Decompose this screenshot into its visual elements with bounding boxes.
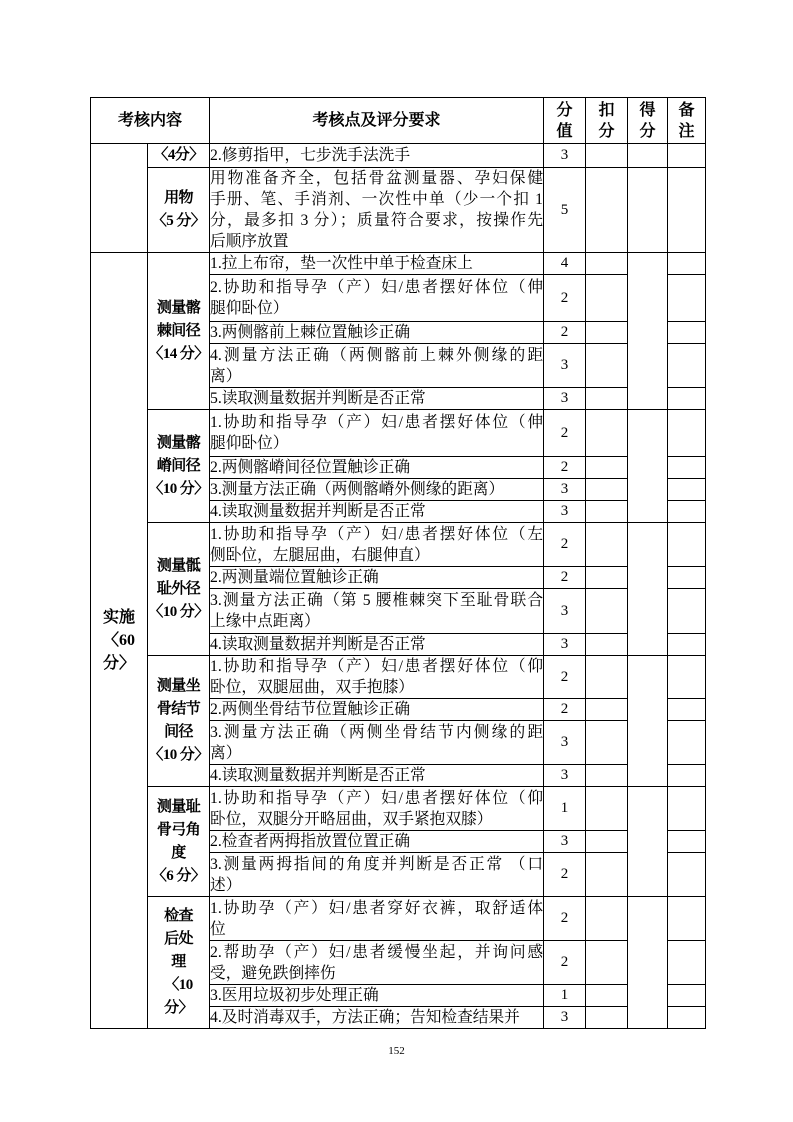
header-content: 考核内容 bbox=[91, 98, 210, 144]
header-deduct bbox=[586, 98, 628, 144]
remark-cell bbox=[668, 765, 706, 787]
table-row bbox=[91, 787, 706, 831]
page-number: 152 bbox=[388, 1045, 405, 1057]
group-name-line: 分〉 bbox=[164, 1000, 193, 1016]
group-name-line: 〈10 bbox=[164, 977, 193, 993]
deduct-cell bbox=[586, 501, 628, 523]
remark-cell bbox=[668, 567, 706, 589]
category-label-line: 实施 bbox=[102, 609, 135, 626]
item-score-value: 2 bbox=[544, 699, 586, 721]
item-requirement-cell bbox=[210, 410, 544, 457]
category-label-line: 〈60 bbox=[102, 632, 135, 649]
item-requirement-cell bbox=[210, 275, 544, 322]
item-score-value: 3 bbox=[544, 721, 586, 765]
item-requirement-cell bbox=[210, 457, 544, 479]
deduct-cell bbox=[586, 457, 628, 479]
item-requirement-cell bbox=[210, 388, 544, 410]
item-requirement-line: 述） bbox=[210, 876, 242, 894]
deduct-cell bbox=[586, 985, 628, 1007]
deduct-cell bbox=[586, 656, 628, 699]
item-requirement-line: 2.两侧坐骨结节位置触诊正确 bbox=[210, 701, 411, 718]
group-name-line: 后处 bbox=[164, 931, 193, 947]
table-row bbox=[91, 144, 706, 168]
deduct-cell bbox=[586, 344, 628, 388]
item-score-value: 3 bbox=[544, 501, 586, 523]
item-requirement-line: 2.两测量端位置触诊正确 bbox=[210, 569, 379, 586]
item-score-value: 2 bbox=[544, 457, 586, 479]
item-score-value: 3 bbox=[544, 144, 586, 168]
group-name-line: 骨结节 bbox=[156, 701, 201, 717]
group-name-line: 间径 bbox=[164, 724, 193, 740]
group-name-line: 〈6 分〉 bbox=[151, 867, 206, 884]
item-requirement-line: 3.测量两拇指间的角度并判断是否正常 （口 bbox=[210, 855, 544, 873]
item-score-value: 1 bbox=[544, 787, 586, 831]
table-header-row bbox=[91, 98, 706, 144]
item-requirement-line: 1.协助和指导孕（产）妇/患者摆好体位（左 bbox=[210, 525, 544, 543]
deduct-cell bbox=[586, 388, 628, 410]
group-name-line: 测量坐 bbox=[156, 678, 201, 694]
item-requirement-line: 4.测量方法正确（两侧髂前上棘外侧缘的距 bbox=[210, 346, 544, 364]
deduct-cell bbox=[586, 897, 628, 941]
item-requirement-cell bbox=[210, 634, 544, 656]
item-requirement-line: 受，避免跌倒摔伤 bbox=[210, 964, 336, 982]
item-requirement-cell bbox=[210, 1007, 544, 1029]
remark-cell bbox=[668, 457, 706, 479]
deduct-cell bbox=[586, 144, 628, 168]
remark-cell bbox=[668, 275, 706, 322]
header-earned-label: 得分 bbox=[639, 101, 656, 140]
item-score-value: 3 bbox=[544, 344, 586, 388]
item-requirement-cell bbox=[210, 831, 544, 853]
group-name-cell bbox=[148, 656, 210, 787]
item-requirement-line: 上缘中点距离） bbox=[210, 613, 320, 630]
item-requirement-cell bbox=[210, 479, 544, 501]
item-requirement-cell bbox=[210, 144, 544, 168]
header-remark bbox=[668, 98, 706, 144]
item-requirement-line: 后顺序放置 bbox=[210, 233, 289, 250]
remark-cell bbox=[668, 410, 706, 457]
item-requirement-line: 3.测量方法正确（两侧坐骨结节内侧缘的距 bbox=[210, 723, 544, 741]
table-row bbox=[91, 253, 706, 275]
group-name-line: 〈10 分〉 bbox=[148, 603, 209, 620]
group-name-cell bbox=[148, 523, 210, 656]
item-score-value: 2 bbox=[544, 656, 586, 699]
remark-cell bbox=[668, 1007, 706, 1029]
deduct-cell bbox=[586, 168, 628, 253]
remark-cell bbox=[668, 985, 706, 1007]
deduct-cell bbox=[586, 853, 628, 897]
group-name-line: 测量髂 bbox=[156, 434, 201, 451]
item-score-value: 2 bbox=[544, 322, 586, 344]
item-requirement-line: 4.读取测量数据并判断是否正常 bbox=[210, 503, 426, 520]
group-name-cell bbox=[148, 168, 210, 253]
earned-score-cell bbox=[628, 253, 668, 410]
item-requirement-line: 用物准备齐全，包括骨盆测量器、孕妇保健 bbox=[210, 170, 544, 187]
item-score-value: 3 bbox=[544, 1007, 586, 1029]
table-row bbox=[91, 410, 706, 457]
deduct-cell bbox=[586, 721, 628, 765]
group-name-line: 嵴间径 bbox=[156, 457, 201, 474]
item-requirement-cell bbox=[210, 656, 544, 699]
item-requirement-line: 侧卧位，左腿屈曲，右腿伸直） bbox=[210, 546, 430, 564]
remark-cell bbox=[668, 344, 706, 388]
group-name-cell bbox=[148, 410, 210, 523]
item-score-value: 2 bbox=[544, 567, 586, 589]
item-requirement-cell bbox=[210, 322, 544, 344]
item-requirement-cell bbox=[210, 253, 544, 275]
item-requirement-cell bbox=[210, 721, 544, 765]
table-row bbox=[91, 523, 706, 567]
item-requirement-line: 4.及时消毒双手，方法正确；告知检查结果并 bbox=[210, 1009, 520, 1026]
deduct-cell bbox=[586, 634, 628, 656]
item-score-value: 2 bbox=[544, 897, 586, 941]
item-score-value: 2 bbox=[544, 853, 586, 897]
item-score-value: 2 bbox=[544, 523, 586, 567]
earned-score-cell bbox=[628, 523, 668, 656]
item-requirement-line: 腿仰卧位） bbox=[210, 300, 289, 317]
remark-cell bbox=[668, 853, 706, 897]
item-score-value: 3 bbox=[544, 589, 586, 634]
item-requirement-cell bbox=[210, 853, 544, 897]
item-score-value: 2 bbox=[544, 941, 586, 985]
item-requirement-cell bbox=[210, 897, 544, 941]
header-earned bbox=[628, 98, 668, 144]
item-requirement-line: 2.帮助孕（产）妇/患者缓慢坐起，并询问感 bbox=[210, 943, 544, 961]
deduct-cell bbox=[586, 410, 628, 457]
deduct-cell bbox=[586, 589, 628, 634]
group-name-line: 〈14 分〉 bbox=[148, 345, 209, 362]
category-cell bbox=[91, 253, 148, 1029]
item-requirement-line: 腿仰卧位） bbox=[210, 435, 289, 452]
deduct-cell bbox=[586, 275, 628, 322]
group-name-line: 〈10 分〉 bbox=[148, 480, 209, 497]
remark-cell bbox=[668, 589, 706, 634]
item-requirement-line: 位 bbox=[210, 920, 226, 938]
group-name-cell bbox=[148, 897, 210, 1029]
deduct-cell bbox=[586, 765, 628, 787]
item-requirement-cell bbox=[210, 589, 544, 634]
item-requirement-cell bbox=[210, 501, 544, 523]
item-requirement-line: 3.测量方法正确（第 5 腰椎棘突下至耻骨联合 bbox=[210, 592, 544, 609]
item-requirement-line: 2.两侧髂嵴间径位置触诊正确 bbox=[210, 459, 411, 476]
item-requirement-line: 2.检查者两拇指放置位置正确 bbox=[210, 833, 411, 850]
item-score-value: 3 bbox=[544, 831, 586, 853]
deduct-cell bbox=[586, 1007, 628, 1029]
deduct-cell bbox=[586, 322, 628, 344]
deduct-cell bbox=[586, 699, 628, 721]
item-score-value: 5 bbox=[544, 168, 586, 253]
item-requirement-line: 3.医用垃圾初步处理正确 bbox=[210, 987, 379, 1004]
table-body bbox=[91, 144, 706, 1029]
group-name-cell bbox=[148, 144, 210, 168]
item-requirement-line: 卧位，双腿屈曲，双手抱膝） bbox=[210, 679, 414, 696]
item-requirement-cell bbox=[210, 523, 544, 567]
group-name-line: 〈5 分〉 bbox=[151, 213, 206, 229]
remark-cell bbox=[668, 322, 706, 344]
earned-score-cell bbox=[628, 787, 668, 897]
remark-cell bbox=[668, 168, 706, 253]
item-requirement-line: 离） bbox=[210, 744, 242, 762]
header-score bbox=[544, 98, 586, 144]
earned-score-cell bbox=[628, 410, 668, 523]
category-label-line: 分〉 bbox=[102, 655, 135, 672]
remark-cell bbox=[668, 501, 706, 523]
item-score-value: 3 bbox=[544, 479, 586, 501]
remark-cell bbox=[668, 656, 706, 699]
item-requirement-line: 1.协助和指导孕（产）妇/患者摆好体位（伸 bbox=[210, 414, 544, 431]
deduct-cell bbox=[586, 567, 628, 589]
remark-cell bbox=[668, 479, 706, 501]
deduct-cell bbox=[586, 831, 628, 853]
item-requirement-line: 1.协助和指导孕（产）妇/患者摆好体位（仰 bbox=[210, 789, 544, 807]
group-name-cell bbox=[148, 787, 210, 897]
item-requirement-cell bbox=[210, 787, 544, 831]
item-requirement-line: 1.协助和指导孕（产）妇/患者摆好体位（仰 bbox=[210, 658, 544, 675]
earned-score-cell bbox=[628, 656, 668, 787]
remark-cell bbox=[668, 897, 706, 941]
item-score-value: 3 bbox=[544, 634, 586, 656]
remark-cell bbox=[668, 831, 706, 853]
item-requirement-line: 1.拉上布帘，垫一次性中单于检查床上 bbox=[210, 255, 473, 272]
item-score-value: 4 bbox=[544, 253, 586, 275]
group-name-line: 〈4分〉 bbox=[153, 147, 204, 163]
item-score-value: 2 bbox=[544, 410, 586, 457]
group-name-line: 测量耻 bbox=[156, 798, 201, 815]
remark-cell bbox=[668, 699, 706, 721]
item-requirement-line: 2.协助和指导孕（产）妇/患者摆好体位（伸 bbox=[210, 279, 544, 296]
group-name-line: 骨弓角 bbox=[156, 821, 201, 838]
item-requirement-cell bbox=[210, 168, 544, 253]
item-requirement-line: 2.修剪指甲，七步洗手法洗手 bbox=[210, 147, 411, 164]
group-name-line: 用物 bbox=[164, 190, 193, 206]
remark-cell bbox=[668, 144, 706, 168]
header-score-label: 分值 bbox=[556, 101, 573, 140]
item-requirement-cell bbox=[210, 567, 544, 589]
item-requirement-line: 3.测量方法正确（两侧髂嵴外侧缘的距离） bbox=[210, 481, 505, 498]
item-score-value: 3 bbox=[544, 765, 586, 787]
group-name-line: 棘间径 bbox=[156, 322, 201, 339]
item-requirement-line: 1.协助孕（产）妇/患者穿好衣裤，取舒适体 bbox=[210, 899, 544, 917]
assessment-score-table bbox=[90, 97, 706, 1029]
header-points: 考核点及评分要求 bbox=[210, 98, 544, 144]
table-row bbox=[91, 656, 706, 699]
group-name-line: 理 bbox=[171, 954, 186, 970]
earned-score-cell bbox=[628, 144, 668, 168]
group-name-line: 耻外径 bbox=[156, 580, 201, 597]
earned-score-cell bbox=[628, 897, 668, 1029]
item-requirement-line: 5.读取测量数据并判断是否正常 bbox=[210, 390, 426, 407]
header-remark-label: 备注 bbox=[678, 101, 695, 140]
item-score-value: 2 bbox=[544, 275, 586, 322]
item-requirement-line: 卧位，双腿分开略屈曲，双手紧抱双膝） bbox=[210, 810, 493, 828]
table-row bbox=[91, 897, 706, 941]
item-requirement-line: 4.读取测量数据并判断是否正常 bbox=[210, 636, 426, 653]
deduct-cell bbox=[586, 479, 628, 501]
group-name-cell bbox=[148, 253, 210, 410]
group-name-line: 检查 bbox=[164, 908, 193, 924]
remark-cell bbox=[668, 634, 706, 656]
item-requirement-cell bbox=[210, 985, 544, 1007]
remark-cell bbox=[668, 523, 706, 567]
remark-cell bbox=[668, 721, 706, 765]
deduct-cell bbox=[586, 787, 628, 831]
deduct-cell bbox=[586, 941, 628, 985]
item-score-value: 1 bbox=[544, 985, 586, 1007]
item-requirement-line: 4.读取测量数据并判断是否正常 bbox=[210, 767, 426, 784]
earned-score-cell bbox=[628, 168, 668, 253]
group-name-line: 〈10 分〉 bbox=[148, 747, 209, 763]
remark-cell bbox=[668, 941, 706, 985]
header-deduct-label: 扣分 bbox=[598, 101, 615, 140]
group-name-line: 度 bbox=[171, 844, 186, 861]
category-cell bbox=[91, 144, 148, 253]
item-requirement-line: 手册、笔、手消剂、一次性中单（少一个扣 1 bbox=[210, 191, 544, 208]
remark-cell bbox=[668, 388, 706, 410]
item-requirement-line: 离） bbox=[210, 367, 242, 385]
deduct-cell bbox=[586, 523, 628, 567]
item-score-value: 3 bbox=[544, 388, 586, 410]
table-row bbox=[91, 168, 706, 253]
group-name-line: 测量骶 bbox=[156, 557, 201, 574]
group-name-line: 测量髂 bbox=[156, 299, 201, 316]
deduct-cell bbox=[586, 253, 628, 275]
remark-cell bbox=[668, 787, 706, 831]
item-requirement-cell bbox=[210, 699, 544, 721]
item-requirement-line: 分，最多扣 3 分）；质量符合要求，按操作先 bbox=[210, 212, 544, 229]
item-requirement-line: 3.两侧髂前上棘位置触诊正确 bbox=[210, 324, 411, 341]
item-requirement-cell bbox=[210, 941, 544, 985]
item-requirement-cell bbox=[210, 344, 544, 388]
item-requirement-cell bbox=[210, 765, 544, 787]
remark-cell bbox=[668, 253, 706, 275]
